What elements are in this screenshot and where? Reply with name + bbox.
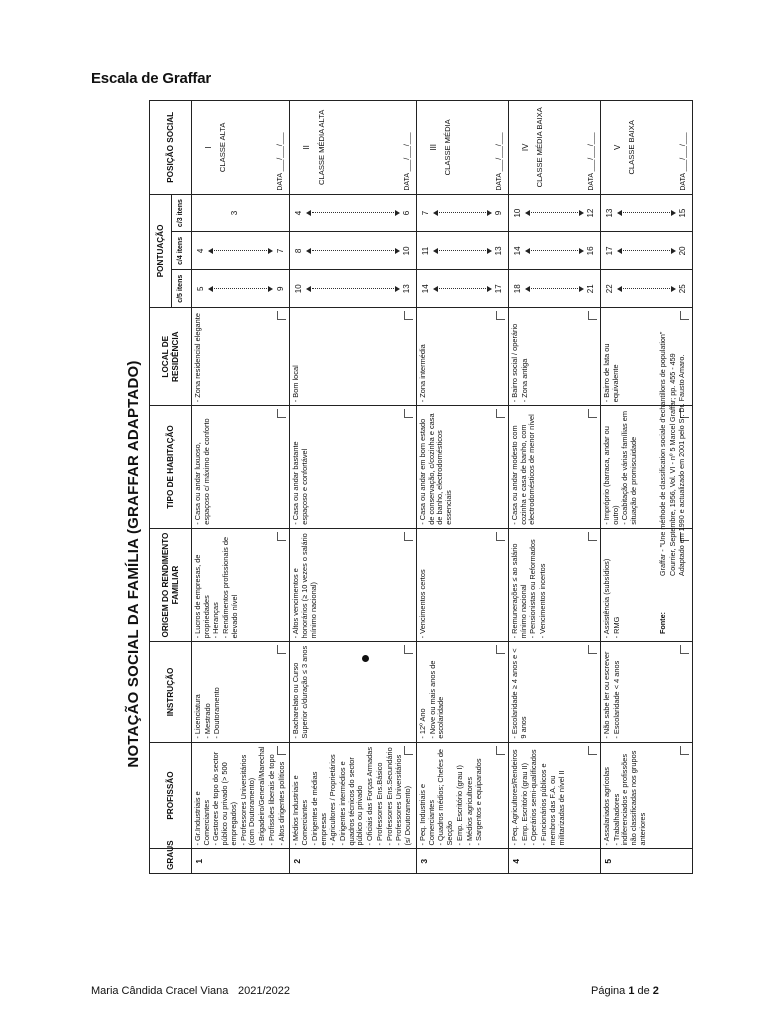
range-line <box>214 288 267 289</box>
range-line <box>312 288 394 289</box>
header-rendimento: ORIGEM DO RENDIMENTO FAMILIAR <box>150 528 192 642</box>
table-title: NOTAÇÃO SOCIAL DA FAMÍLIA (GRAFFAR ADAPTADO) <box>125 360 142 768</box>
range-line <box>214 250 267 251</box>
profissao-cell <box>290 742 417 849</box>
score-max: 25 <box>678 284 688 294</box>
rendimento-item: - Heranças <box>211 602 221 639</box>
score-max: 13 <box>494 246 504 256</box>
score-min: 17 <box>604 246 614 256</box>
score-min: 4 <box>294 210 304 216</box>
score-c4-cell <box>600 232 692 270</box>
profissao-item: - Altos dirigentes políticos <box>276 761 286 846</box>
source-text <box>659 276 688 576</box>
checkbox-mark <box>404 746 413 755</box>
page-mid: de <box>634 985 653 997</box>
rendimento-item: - RMG <box>611 616 621 639</box>
profissao-item: - Brigadeiro/General/Marechal <box>257 746 267 846</box>
habitacao-item: - Casa ou andar em bom estado de conservação, c/cozinha e casa de banho, electrodomésticos essenciais <box>417 413 454 525</box>
checkbox-mark <box>277 311 286 320</box>
arrow-up-icon <box>433 210 438 216</box>
social-class-cell <box>192 101 290 195</box>
range-line <box>531 250 578 251</box>
scan-dot-mark <box>362 655 369 662</box>
social-class-cell <box>290 101 417 195</box>
instrucao-cell <box>508 642 600 742</box>
score-c5-cell <box>416 270 508 308</box>
arrow-down-icon <box>487 210 492 216</box>
date-field[interactable]: DATA ___/___/___ <box>495 132 503 191</box>
rendimento-cell <box>416 528 508 642</box>
arrow-down-icon <box>395 210 400 216</box>
score-min: 14 <box>512 246 522 256</box>
profissao-item: - Médios Industriais e Comerciantes <box>291 775 310 846</box>
score-min: 3 <box>230 210 239 216</box>
footer-page-number <box>591 985 659 997</box>
range-line <box>312 250 394 251</box>
range-line <box>531 288 578 289</box>
arrow-up-icon <box>306 286 311 292</box>
header-habitacao: TIPO DE HABITAÇÃO <box>150 406 192 529</box>
checkbox-mark <box>588 409 597 418</box>
profissao-item: - Professores Ens.Básico <box>374 762 384 846</box>
instrucao-item: - Bacharelato ou Curso Superior c/duração ≤ 3 anos <box>291 645 310 739</box>
rendimento-item: - Rendimentos profissionais de elevado nível <box>221 536 239 639</box>
arrow-up-icon <box>433 248 438 254</box>
page-current: 1 <box>628 985 635 997</box>
residencia-cell <box>508 308 600 406</box>
class-name: CLASSE MÉDIA <box>443 119 453 176</box>
page-prefix: Página <box>591 985 629 997</box>
habitacao-item: - Casa ou andar bastante espaçoso e confortável <box>291 441 310 525</box>
residencia-item: - Bom local <box>291 365 301 403</box>
score-min: 10 <box>294 284 304 294</box>
header-c3: c/3 itens <box>172 194 192 232</box>
score-max: 6 <box>402 210 412 216</box>
arrow-down-icon <box>268 286 273 292</box>
habitacao-item: - Coabitação de várias famílias em situação de promiscuidade <box>620 410 639 525</box>
score-min: 22 <box>604 284 614 294</box>
range-line <box>439 212 486 213</box>
checkbox-mark <box>588 311 597 320</box>
instrucao-item: - Doutoramento <box>212 687 222 739</box>
class-roman-numeral: V <box>612 144 622 150</box>
arrow-down-icon <box>579 286 584 292</box>
habitacao-cell <box>508 406 600 529</box>
profissao-cell <box>192 742 290 849</box>
checkbox-mark <box>588 746 597 755</box>
score-min: 8 <box>294 248 304 254</box>
score-max: 16 <box>586 246 596 256</box>
residencia-item: - Zona intermédia <box>417 344 427 403</box>
grau-number: 2 <box>290 849 417 874</box>
arrow-up-icon <box>525 248 530 254</box>
instrucao-cell <box>290 642 417 742</box>
checkbox-mark <box>404 409 413 418</box>
table-row <box>508 101 600 874</box>
profissao-item: - Oficiais das Forças Armadas <box>365 746 375 846</box>
grau-number: 5 <box>600 849 692 874</box>
graffar-table <box>149 100 693 874</box>
checkbox-mark <box>588 645 597 654</box>
score-max: 17 <box>494 284 504 294</box>
habitacao-cell <box>192 406 290 529</box>
class-name: CLASSE BAIXA <box>627 120 637 175</box>
residencia-cell <box>416 308 508 406</box>
class-name: CLASSE MÉDIA BAIXA <box>535 107 545 188</box>
score-min: 14 <box>420 284 430 294</box>
score-min: 13 <box>604 208 614 218</box>
source-line-1: Graffar - "Une méthode de classification sociale d'echantillons de population" <box>658 331 667 576</box>
score-max: 12 <box>586 208 596 218</box>
header-c4: c/4 itens <box>172 232 192 270</box>
instrucao-item: - Escolaridade < 4 anos <box>611 660 621 739</box>
profissao-cell <box>416 742 508 849</box>
profissao-item: - Profissões liberais de topo <box>266 754 276 846</box>
graffar-table-scan <box>119 100 688 874</box>
range-line <box>439 288 486 289</box>
arrow-down-icon <box>487 248 492 254</box>
rendimento-cell <box>290 528 417 642</box>
profissao-item: - Professores Universitários (com Doutoramento) <box>238 754 257 846</box>
score-max: 9 <box>494 210 504 216</box>
profissao-item: - Gr.Industriais e Comerciantes <box>193 791 211 846</box>
rendimento-item: - Assistência (subsídios) <box>601 558 611 639</box>
date-field[interactable]: DATA ___/___/___ <box>277 132 285 191</box>
profissao-item: - Dirigentes intermédios e quadros técnicos do sector público ou privado <box>338 757 365 846</box>
profissao-item: - Professores Universitários (s/ Doutoramento) <box>394 754 413 846</box>
class-name: CLASSE MÉDIA ALTA <box>316 109 326 185</box>
header-c5: c/5 itens <box>172 270 192 308</box>
profissao-item: - Emp. Escritório (grau II) <box>519 762 529 846</box>
date-field[interactable]: DATA ___/___/___ <box>587 132 595 191</box>
checkbox-mark <box>277 746 286 755</box>
score-min: 18 <box>512 284 522 294</box>
residencia-cell <box>192 308 290 406</box>
class-roman-numeral: III <box>428 143 438 151</box>
table-body <box>192 101 693 874</box>
score-c3-cell <box>192 194 290 232</box>
score-c4-cell <box>508 232 600 270</box>
checkbox-mark <box>404 645 413 654</box>
score-c4-cell <box>192 232 290 270</box>
instrucao-item: - Mestrado <box>202 703 212 739</box>
profissao-item: - Trabalhadores indiferenciados e profissões não classificadas nos grupos anteriores <box>611 750 647 846</box>
source-line-3: Adaptado em 1990 e actualizado em 2001 pelo Sr. Dr. Fausto Amaro. <box>677 354 687 576</box>
source-label: Fonte: <box>658 612 667 634</box>
footer-author: Maria Cândida Cracel Viana <box>91 985 229 997</box>
score-c5-cell <box>290 270 417 308</box>
rotated-content <box>119 100 688 874</box>
instrucao-item: - Licenciatura <box>193 694 202 739</box>
profissao-item: - Médios agricultores <box>464 776 474 846</box>
range-line <box>531 212 578 213</box>
arrow-up-icon <box>525 210 530 216</box>
habitacao-cell <box>416 406 508 529</box>
date-field[interactable]: DATA ___/___/___ <box>679 132 687 191</box>
checkbox-mark <box>496 409 505 418</box>
footer-year: 2021/2022 <box>238 985 290 997</box>
arrow-up-icon <box>208 248 213 254</box>
class-name: CLASSE ALTA <box>218 122 228 173</box>
range-line <box>439 250 486 251</box>
rendimento-item: - Vencimentos certos <box>417 569 427 639</box>
instrucao-cell <box>192 642 290 742</box>
score-min: 11 <box>420 246 430 256</box>
residencia-item: - Zona antiga <box>519 358 529 403</box>
class-roman-numeral: I <box>204 146 213 149</box>
instrucao-cell <box>600 642 692 742</box>
checkbox-mark <box>404 532 413 541</box>
checkbox-mark <box>277 409 286 418</box>
arrow-up-icon <box>617 248 622 254</box>
rendimento-item: - Vencimentos incertos <box>538 563 548 639</box>
arrow-up-icon <box>433 286 438 292</box>
profissao-cell <box>508 742 600 849</box>
rendimento-cell <box>192 528 290 642</box>
document-title: Escala de Graffar <box>91 70 211 87</box>
checkbox-mark <box>496 532 505 541</box>
table-row <box>290 101 417 874</box>
instrucao-cell <box>416 642 508 742</box>
checkbox-mark <box>680 746 689 755</box>
grau-number: 1 <box>192 849 290 874</box>
arrow-down-icon <box>487 286 492 292</box>
score-c4-cell <box>290 232 417 270</box>
profissao-item: - Assalariados agrícolas <box>601 767 611 846</box>
profissao-item: - Operários semi-qualificados <box>529 749 539 846</box>
checkbox-mark <box>277 645 286 654</box>
instrucao-item: - Nove ou mais anos de escolaridade <box>427 660 446 739</box>
score-max: 21 <box>586 284 596 294</box>
score-c3-cell <box>290 194 417 232</box>
score-max: 13 <box>402 284 412 294</box>
arrow-up-icon <box>617 210 622 216</box>
table-row <box>416 101 508 874</box>
rendimento-item: - Altos vencimentos e honorários (≥ 10 vezes o salário mínimo nacional) <box>291 533 318 639</box>
range-line <box>312 212 394 213</box>
residencia-cell <box>290 308 417 406</box>
arrow-up-icon <box>525 286 530 292</box>
instrucao-item: - 12º Ano <box>417 708 427 739</box>
arrow-down-icon <box>671 210 676 216</box>
grau-number: 4 <box>508 849 600 874</box>
arrow-down-icon <box>579 248 584 254</box>
score-max: 9 <box>275 286 285 291</box>
habitacao-item: - Impróprio (barraca, andar ou outro) <box>601 426 620 525</box>
score-max: 20 <box>678 246 688 256</box>
profissao-item: - Emp. Escritório (grau I) <box>454 765 464 846</box>
score-min: 5 <box>196 286 205 291</box>
table-row <box>192 101 290 874</box>
social-class-cell <box>416 101 508 195</box>
score-max: 10 <box>402 246 412 256</box>
profissao-cell <box>600 742 692 849</box>
profissao-item: - Peq. Industriais e Comerciantes <box>417 783 436 846</box>
header-profissao: PROFISSÃO <box>150 742 192 849</box>
rendimento-item: - Remunerações ≤ ao salário mínimo nacional <box>509 543 528 639</box>
profissao-item: - Funcionários públicos e membros das F.A. ou militarizadas de nível II <box>539 763 566 846</box>
arrow-down-icon <box>579 210 584 216</box>
class-roman-numeral: IV <box>520 143 530 152</box>
score-c4-cell <box>416 232 508 270</box>
profissao-item: - Peq. Agricultores/Rendeiros <box>509 749 519 846</box>
instrucao-item: - Escolaridade ≥ 4 anos e < 9 anos <box>509 648 528 739</box>
arrow-up-icon <box>617 286 622 292</box>
checkbox-mark <box>496 746 505 755</box>
arrow-down-icon <box>395 248 400 254</box>
header-residencia: LOCAL DE RESIDÊNCIA <box>150 308 192 406</box>
arrow-down-icon <box>268 248 273 254</box>
range-line <box>623 212 670 213</box>
social-class-cell <box>508 101 600 195</box>
habitacao-item: - Casa ou andar luxuoso, espaçoso c/ máximo de conforto <box>193 418 211 525</box>
habitacao-cell <box>290 406 417 529</box>
checkbox-mark <box>496 645 505 654</box>
arrow-up-icon <box>306 248 311 254</box>
rendimento-cell <box>508 528 600 642</box>
profissao-item: - Dirigentes de médias empresas <box>309 771 328 846</box>
arrow-down-icon <box>671 248 676 254</box>
score-max: 15 <box>678 208 688 218</box>
class-roman-numeral: II <box>302 145 312 150</box>
score-c3-cell <box>600 194 692 232</box>
header-posicao: POSIÇÃO SOCIAL <box>150 101 192 195</box>
score-min: 4 <box>196 248 205 254</box>
grau-number: 3 <box>416 849 508 874</box>
rendimento-item: - Pensionistas ou Reformados <box>528 539 538 639</box>
checkbox-mark <box>404 311 413 320</box>
header-instrucao: INSTRUÇÃO <box>150 642 192 742</box>
source-line-2: Courrier, Septembre, 1956, Vol. VI - nº 5 Marcel Graffar; pp. 455 - 459 <box>667 353 677 576</box>
habitacao-item: - Casa ou andar modesto com cozinha e casa de banho, com electrodomésticos de menor nível <box>509 414 537 525</box>
residencia-item: - Zona residencial elegante <box>193 313 202 403</box>
social-class-cell <box>600 101 692 195</box>
residencia-item: - Bairro de lata ou equivalente <box>601 343 620 403</box>
checkbox-mark <box>680 645 689 654</box>
score-c3-cell <box>508 194 600 232</box>
rendimento-item: - Lucros de empresas, de propriedades <box>193 554 211 639</box>
profissao-item: - Quadros médios; Chefes de Secção <box>436 748 455 846</box>
header-graus: GRAUS <box>150 849 192 874</box>
arrow-up-icon <box>306 210 311 216</box>
checkbox-mark <box>588 532 597 541</box>
header-pontuacao: PONTUAÇÃO <box>150 194 172 308</box>
score-min: 7 <box>420 210 430 216</box>
score-c5-cell <box>192 270 290 308</box>
score-max: 7 <box>275 248 285 254</box>
instrucao-item: - Não sabe ler ou escrever <box>601 651 611 739</box>
date-field[interactable]: DATA ___/___/___ <box>403 132 411 191</box>
score-c5-cell <box>508 270 600 308</box>
score-c3-cell <box>416 194 508 232</box>
score-min: 10 <box>512 208 522 218</box>
profissao-item: - Agricultores / Proprietários <box>328 754 338 846</box>
page-total: 2 <box>652 985 659 997</box>
profissao-item: - Gestores de topo do sector público ou privado (> 500 empregados) <box>211 751 238 846</box>
arrow-down-icon <box>395 286 400 292</box>
checkbox-mark <box>496 311 505 320</box>
profissao-item: - Sargentos e equiparados <box>474 758 484 846</box>
profissao-item: - Professores Ens.Secundário <box>384 747 394 846</box>
residencia-item: - Bairro social / operário <box>509 323 519 403</box>
arrow-up-icon <box>208 286 213 292</box>
checkbox-mark <box>277 532 286 541</box>
range-line <box>623 250 670 251</box>
